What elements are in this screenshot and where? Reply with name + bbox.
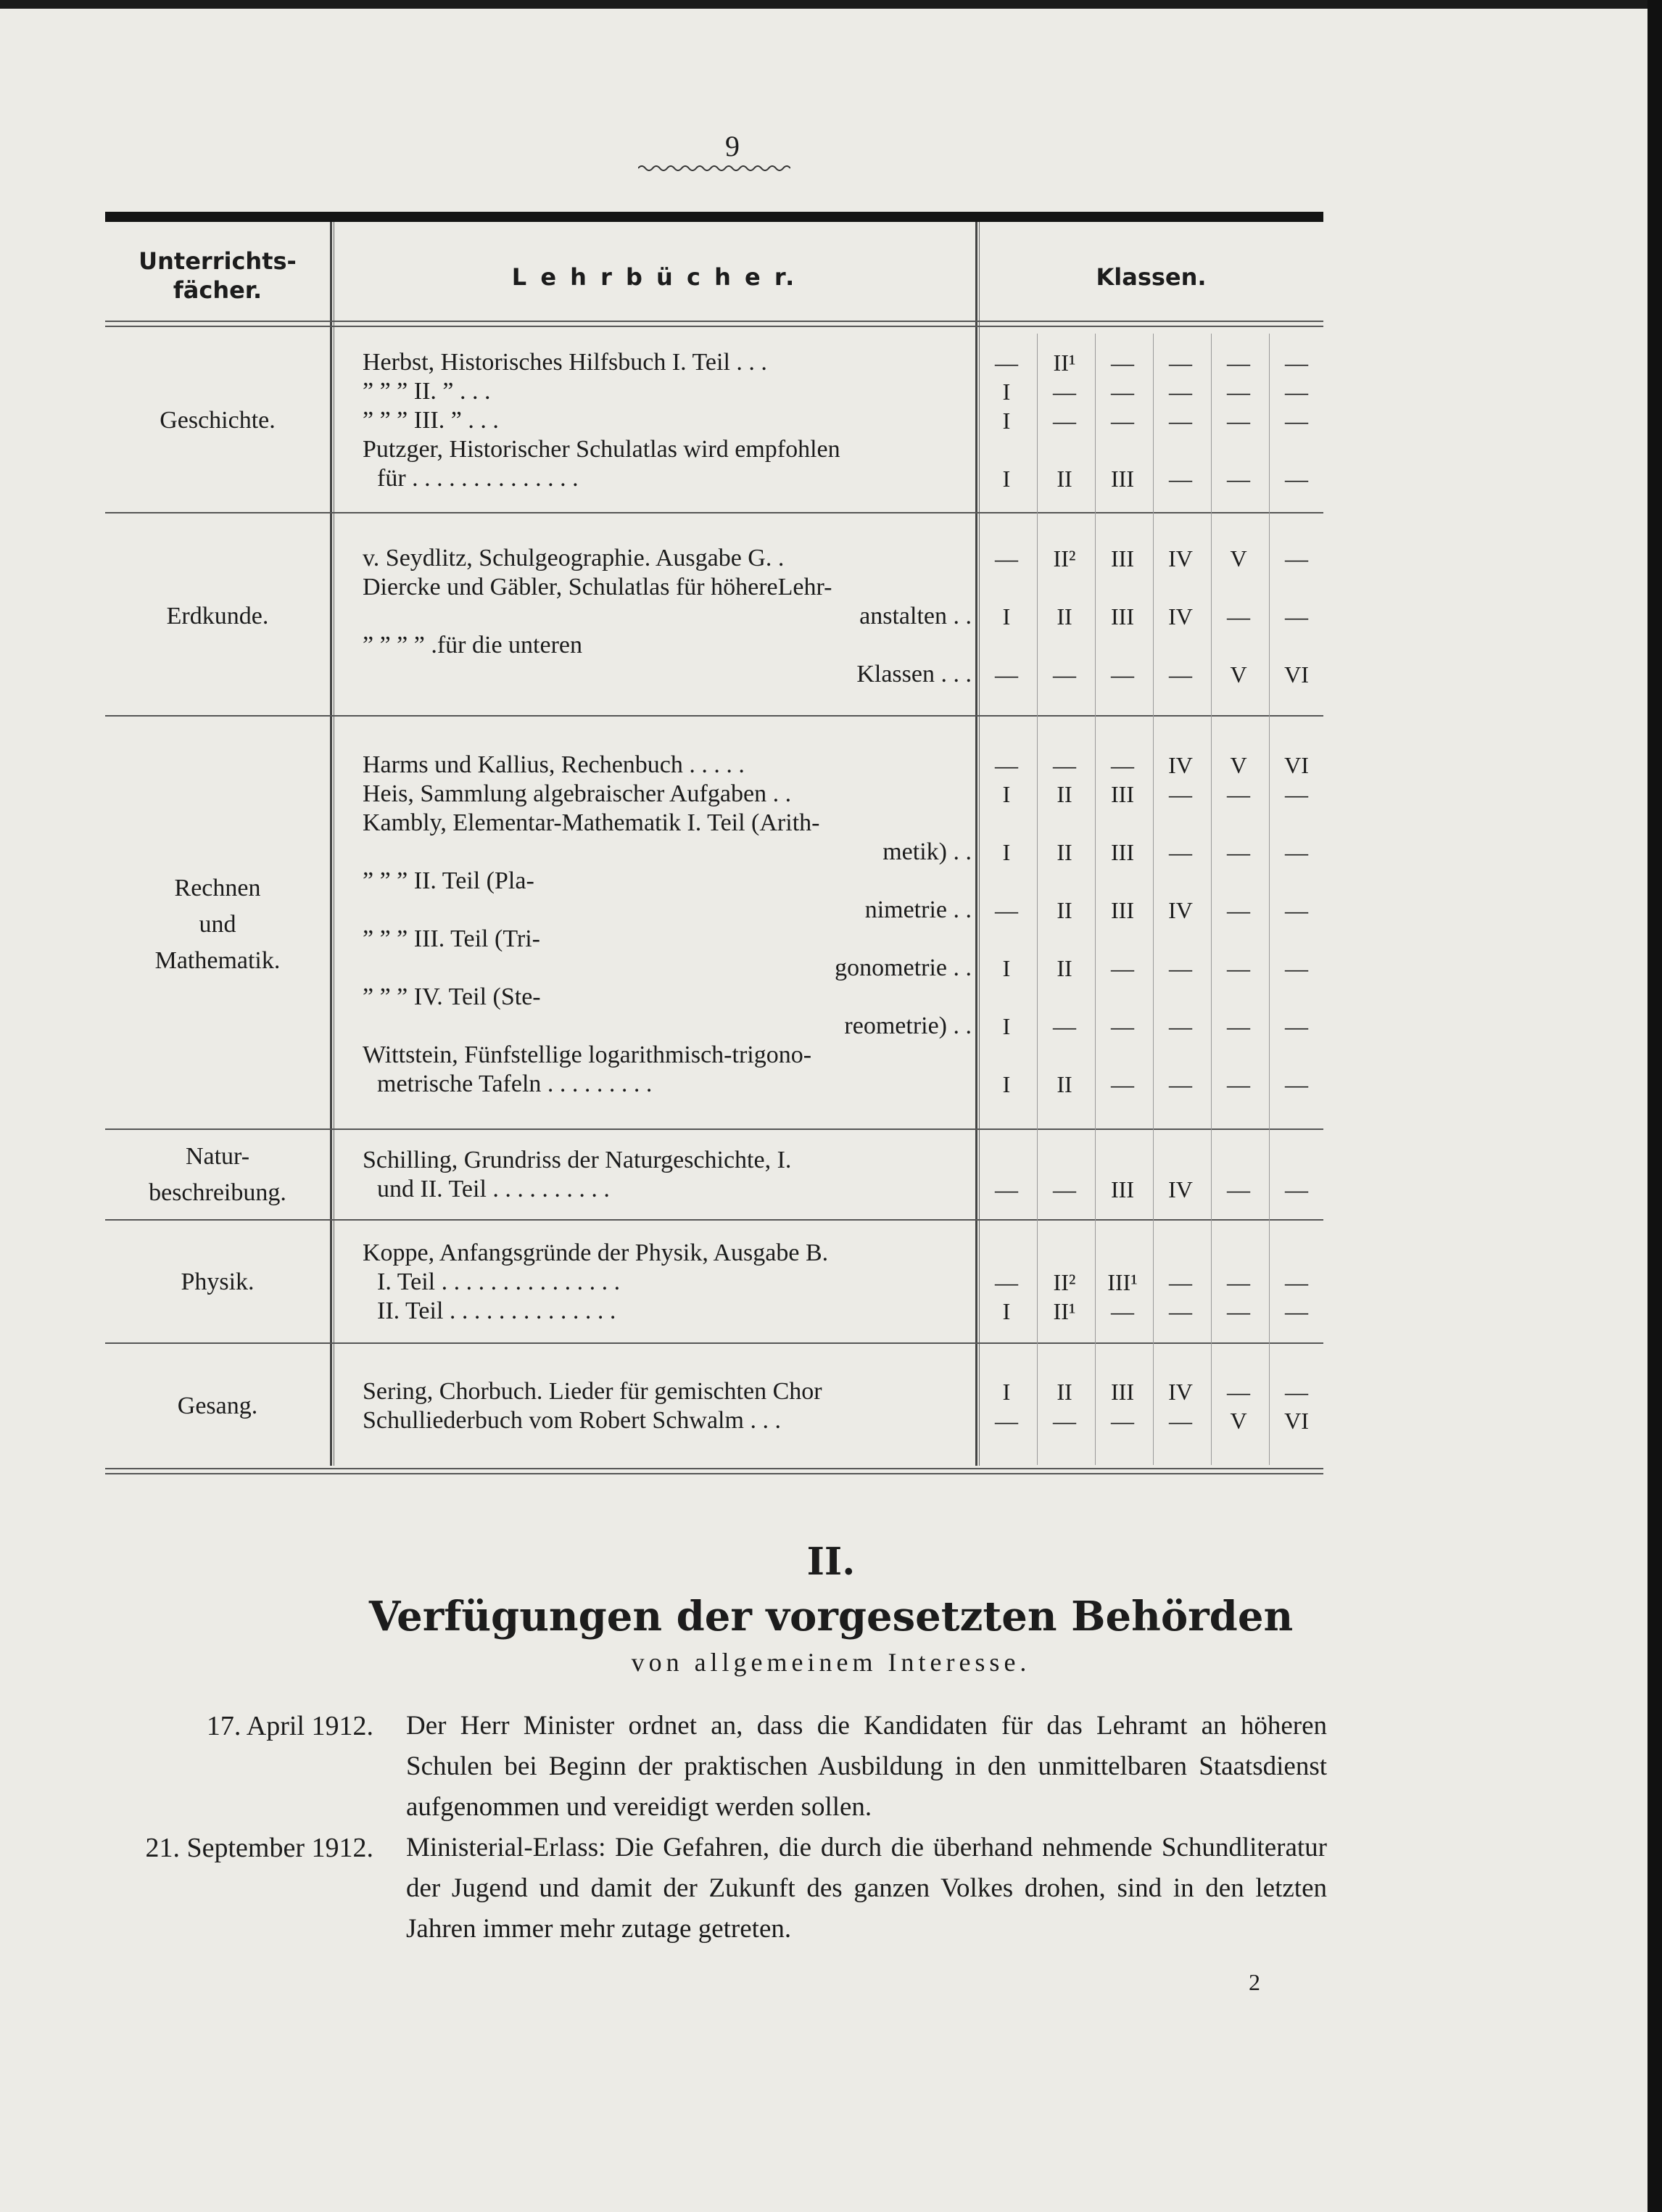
class-cell: —: [1053, 661, 1076, 688]
class-cell: IV: [1168, 1176, 1193, 1202]
class-cell: —: [1227, 1379, 1250, 1405]
class-cell: —: [1053, 1408, 1076, 1434]
class-cell: —: [1053, 408, 1076, 434]
subject-label: Erdkunde.: [166, 603, 269, 630]
class-cell: I: [1002, 1379, 1011, 1405]
class-cell: VI: [1284, 1408, 1309, 1434]
header-books: L e h r b ü c h e r.: [511, 263, 798, 291]
section-title: Verfügungen der vorgesetzten Behörden: [368, 1593, 1294, 1641]
class-cell: III: [1111, 781, 1134, 807]
book-line: v. Seydlitz, Schulgeographie. Ausgabe G. .: [363, 545, 785, 571]
book-line: Kambly, Elementar-Mathematik I. Teil (Arith-: [363, 809, 820, 836]
class-cell: —: [1285, 1013, 1308, 1039]
class-cell: —: [995, 1176, 1018, 1202]
class-cell: —: [1285, 1071, 1308, 1097]
book-line: ” ” ” II. Teil (Pla-: [363, 867, 534, 894]
class-cell: —: [1285, 897, 1308, 923]
class-cell: —: [1053, 1013, 1076, 1039]
subject-label: Natur- beschreibung.: [149, 1143, 286, 1206]
class-cell: —: [1285, 955, 1308, 981]
class-cell: IV: [1168, 897, 1193, 923]
class-cell: —: [1111, 752, 1134, 778]
class-cell: —: [1169, 466, 1192, 492]
class-cell: —: [1169, 1269, 1192, 1295]
class-cell: —: [1169, 1013, 1192, 1039]
class-cell: —: [1285, 545, 1308, 571]
group-separator: [105, 1342, 1323, 1344]
class-cell: —: [995, 545, 1018, 571]
class-cell: —: [1111, 379, 1134, 405]
group-separator: [105, 1219, 1323, 1221]
class-cell: —: [995, 752, 1018, 778]
class-cell: —: [1227, 1176, 1250, 1202]
class-column-divider: [1211, 334, 1212, 1465]
section-number: II.: [806, 1540, 856, 1584]
class-cell: I: [1002, 408, 1011, 434]
class-cell: —: [1227, 466, 1250, 492]
book-line: ” ” ” ” .für die unteren: [363, 632, 582, 659]
header-bottom-rule: [105, 321, 1323, 327]
class-cell: —: [1111, 1408, 1134, 1434]
book-line: für . . . . . . . . . . . . . .: [377, 465, 579, 492]
class-cell: I: [1002, 603, 1011, 630]
class-cell: —: [1285, 839, 1308, 865]
book-line: Koppe, Anfangsgründe der Physik, Ausgabe B.: [363, 1239, 829, 1266]
book-line: Schulliederbuch vom Robert Schwalm . . .: [363, 1407, 781, 1434]
class-cell: —: [1227, 1298, 1250, 1324]
class-cell: —: [1111, 1071, 1134, 1097]
class-cell: —: [1053, 379, 1076, 405]
class-cell: II: [1057, 955, 1072, 981]
class-cell: II: [1057, 897, 1072, 923]
column-divider-subjects: [330, 222, 332, 1466]
class-cell: V: [1230, 545, 1247, 571]
group-separator: [105, 1128, 1323, 1130]
decree-date: 17. April 1912.: [206, 1711, 373, 1741]
class-cell: —: [1111, 661, 1134, 688]
folio-signature: 2: [1249, 1969, 1260, 1995]
section-subtitle: von allgemeinem Interesse.: [631, 1648, 1031, 1677]
class-cell: —: [1111, 1298, 1134, 1324]
class-cell: I: [1002, 955, 1011, 981]
decree-text: Ministerial-Erlass: Die Gefahren, die durch die überhand nehmende Schundliteratur der Jugend und damit der Zukunft des ganzen Volkes drohen, sind in den letzten Jahren immer mehr zutage getreten.: [406, 1833, 1327, 1944]
page-number-ornament: [638, 164, 790, 173]
class-cell: —: [1285, 781, 1308, 807]
class-cell: —: [1285, 1269, 1308, 1295]
book-line: Schilling, Grundriss der Naturgeschichte, I.: [363, 1147, 792, 1173]
class-cell: —: [1285, 379, 1308, 405]
book-line: und II. Teil . . . . . . . . . .: [377, 1176, 610, 1202]
class-cell: I: [1002, 466, 1011, 492]
subject-label: Physik.: [181, 1268, 255, 1295]
book-line: ” ” ” III. ” . . .: [363, 407, 499, 434]
class-cell: II: [1057, 1071, 1072, 1097]
class-cell: —: [1227, 1013, 1250, 1039]
class-cell: —: [1053, 752, 1076, 778]
class-cell: —: [1285, 466, 1308, 492]
class-cell: —: [1111, 350, 1134, 376]
class-cell: —: [1169, 350, 1192, 376]
book-line: Harms und Kallius, Rechenbuch . . . . .: [363, 751, 745, 778]
book-line: Herbst, Historisches Hilfsbuch I. Teil . . .: [363, 349, 767, 376]
book-line: ” ” ” IV. Teil (Ste-: [363, 983, 541, 1010]
book-line: reometrie) . .: [844, 1012, 972, 1039]
book-line: I. Teil . . . . . . . . . . . . . . .: [377, 1268, 621, 1295]
class-column-divider: [1269, 334, 1270, 1465]
class-cell: —: [1285, 408, 1308, 434]
decree-text: Der Herr Minister ordnet an, dass die Kandidaten für das Lehramt an höheren Schulen bei Beginn der praktischen Ausbildung in den unmittelbaren Staatsdienst aufgenommen und vereidigt werden sollen.: [406, 1711, 1327, 1822]
class-cell: III: [1111, 1379, 1134, 1405]
class-cell: —: [1227, 1269, 1250, 1295]
class-cell: I: [1002, 781, 1011, 807]
class-cell: —: [995, 661, 1018, 688]
book-line: Wittstein, Fünfstellige logarithmisch-trigono-: [363, 1041, 812, 1068]
class-cell: II¹: [1053, 1298, 1076, 1324]
class-cell: II: [1057, 839, 1072, 865]
class-cell: —: [1169, 839, 1192, 865]
class-cell: V: [1230, 752, 1247, 778]
class-cell: —: [995, 1269, 1018, 1295]
book-line: Klassen . . .: [856, 661, 972, 688]
book-line: II. Teil . . . . . . . . . . . . . .: [377, 1297, 616, 1324]
class-cell: IV: [1168, 603, 1193, 630]
class-cell: III¹: [1107, 1269, 1138, 1295]
table-bottom-rule: [105, 1468, 1323, 1474]
class-cell: II²: [1053, 1269, 1076, 1295]
class-cell: III: [1111, 897, 1134, 923]
class-cell: II²: [1053, 545, 1076, 571]
book-line: Sering, Chorbuch. Lieder für gemischten Chor: [363, 1378, 822, 1405]
group-separator: [105, 715, 1323, 717]
book-line: Putzger, Historischer Schulatlas wird empfohlen: [363, 436, 840, 463]
class-cell: —: [1111, 408, 1134, 434]
class-column-divider: [1153, 334, 1154, 1465]
book-line: gonometrie . .: [835, 954, 972, 981]
class-cell: IV: [1168, 1379, 1193, 1405]
class-cell: III: [1111, 1176, 1134, 1202]
class-cell: —: [995, 350, 1018, 376]
class-cell: V: [1230, 661, 1247, 688]
class-cell: I: [1002, 1071, 1011, 1097]
header-classes: Klassen.: [1096, 263, 1207, 291]
class-cell: —: [1285, 1379, 1308, 1405]
decree-date: 21. September 1912.: [145, 1833, 373, 1863]
class-cell: —: [1169, 1408, 1192, 1434]
class-cell: II: [1057, 466, 1072, 492]
table-top-rule: [105, 212, 1323, 222]
class-cell: I: [1002, 1298, 1011, 1324]
class-cell: —: [1053, 1176, 1076, 1202]
class-cell: III: [1111, 545, 1134, 571]
class-cell: —: [1227, 408, 1250, 434]
class-cell: —: [1169, 379, 1192, 405]
book-line: ” ” ” II. ” . . .: [363, 378, 491, 405]
class-cell: —: [1285, 1298, 1308, 1324]
book-line: Diercke und Gäbler, Schulatlas für höhereLehr-: [363, 574, 832, 601]
group-separator: [105, 512, 1323, 513]
book-line: nimetrie . .: [864, 896, 972, 923]
subject-label: Geschichte.: [160, 407, 276, 434]
class-cell: V: [1230, 1408, 1247, 1434]
book-line: Heis, Sammlung algebraischer Aufgaben . .: [363, 780, 792, 807]
class-cell: —: [1169, 661, 1192, 688]
class-cell: VI: [1284, 661, 1309, 688]
class-cell: —: [1227, 781, 1250, 807]
header-subjects-text: Unterrichts- fächer.: [138, 247, 297, 304]
class-cell: II: [1057, 781, 1072, 807]
class-cell: —: [1169, 1071, 1192, 1097]
book-line: metrische Tafeln . . . . . . . . .: [377, 1070, 653, 1097]
class-cell: VI: [1284, 752, 1309, 778]
class-cell: —: [1169, 955, 1192, 981]
book-line: anstalten . .: [859, 603, 972, 630]
class-cell: —: [1227, 350, 1250, 376]
class-cell: —: [1227, 603, 1250, 630]
class-cell: I: [1002, 379, 1011, 405]
page-number: 9: [725, 130, 740, 162]
class-cell: —: [1169, 408, 1192, 434]
class-cell: II: [1057, 603, 1072, 630]
class-cell: II¹: [1053, 350, 1076, 376]
class-cell: —: [1111, 1013, 1134, 1039]
scan-edge-top: [0, 0, 1662, 9]
class-cell: I: [1002, 1013, 1011, 1039]
class-cell: III: [1111, 839, 1134, 865]
class-cell: IV: [1168, 545, 1193, 571]
class-cell: —: [1111, 955, 1134, 981]
book-line: metik) . .: [882, 838, 972, 865]
class-cell: —: [1169, 781, 1192, 807]
book-line: ” ” ” III. Teil (Tri-: [363, 925, 540, 952]
subject-label: Gesang.: [177, 1392, 258, 1419]
class-cell: —: [995, 1408, 1018, 1434]
class-cell: —: [1227, 955, 1250, 981]
class-cell: III: [1111, 603, 1134, 630]
class-cell: IV: [1168, 752, 1193, 778]
class-column-divider: [1037, 334, 1038, 1465]
class-cell: II: [1057, 1379, 1072, 1405]
class-cell: —: [1227, 839, 1250, 865]
class-cell: —: [1227, 379, 1250, 405]
class-cell: I: [1002, 839, 1011, 865]
class-cell: —: [1227, 897, 1250, 923]
class-cell: —: [1285, 603, 1308, 630]
class-cell: III: [1111, 466, 1134, 492]
class-cell: —: [1285, 350, 1308, 376]
class-column-divider: [1095, 334, 1096, 1465]
class-cell: —: [1285, 1176, 1308, 1202]
subject-label: Rechnen und Mathematik.: [154, 875, 281, 974]
class-cell: —: [1169, 1298, 1192, 1324]
class-cell: —: [995, 897, 1018, 923]
scan-edge-right: [1647, 0, 1662, 2212]
header-subjects: [105, 247, 330, 305]
class-cell: —: [1227, 1071, 1250, 1097]
